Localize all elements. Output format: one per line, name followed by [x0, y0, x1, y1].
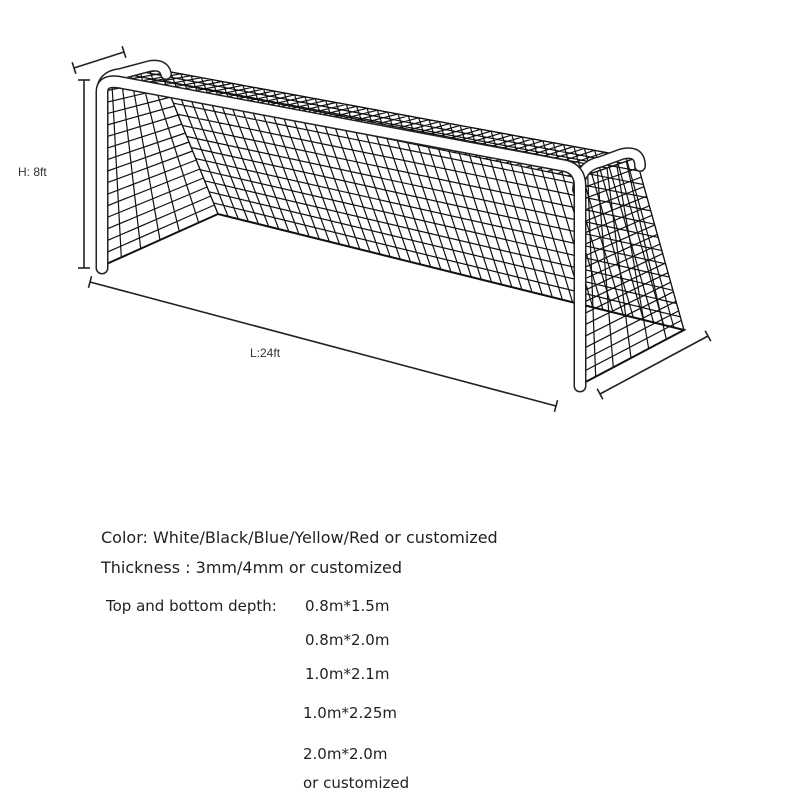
- height-dimension: [78, 80, 90, 268]
- goal-net: [102, 70, 684, 386]
- dimension-line: [90, 282, 556, 406]
- depth-option: or customized: [303, 774, 410, 792]
- depth-option: 1.0m*2.25m: [303, 704, 397, 722]
- depth-spec-label: Top and bottom depth:: [106, 597, 277, 615]
- length-dimension-label: L:24ft: [250, 346, 281, 360]
- dimension-line: [74, 52, 124, 68]
- depth-option: 1.0m*2.1m: [305, 665, 390, 683]
- color-spec: Color: White/Black/Blue/Yellow/Red or customized: [101, 528, 498, 547]
- depth-option: 2.0m*2.0m: [303, 745, 388, 763]
- height-dimension-label: H: 8ft: [18, 165, 47, 179]
- dimension-tick: [705, 331, 711, 342]
- dimension-tick: [597, 389, 603, 400]
- depth-option: 0.8m*1.5m: [305, 597, 390, 615]
- side-depth-dimension: [597, 331, 711, 400]
- depth-option: 0.8m*2.0m: [305, 631, 390, 649]
- thickness-spec: Thickness : 3mm/4mm or customized: [101, 558, 403, 577]
- length-dimension: [88, 276, 557, 412]
